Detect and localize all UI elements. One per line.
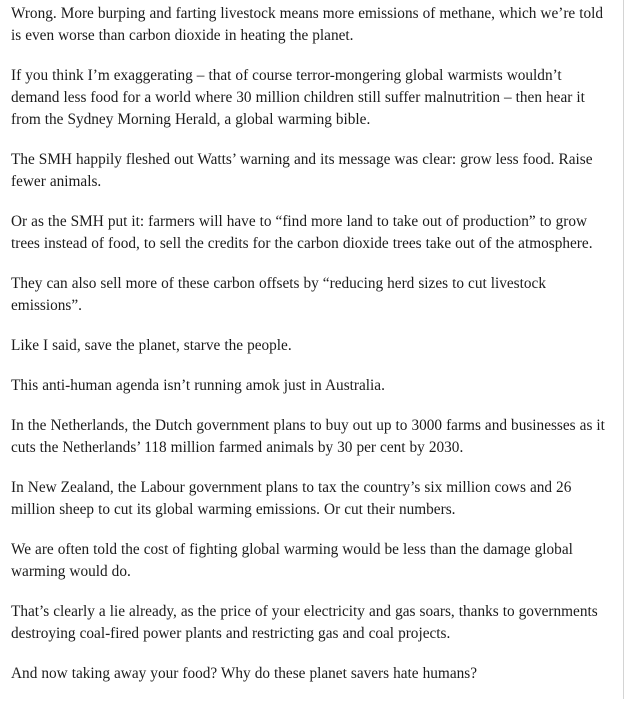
- article-paragraph: The SMH happily fleshed out Watts’ warning and its message was clear: grow less food. Raise fewer animals.: [11, 151, 593, 190]
- article-body: [11, 0, 611, 703]
- article-paragraph: In New Zealand, the Labour government plans to tax the country’s six million cows and 26 million sheep to cut its global warming emissions. Or cut their numbers.: [11, 479, 572, 518]
- article-paragraph: Wrong. More burping and farting livestock means more emissions of methane, which we’re told is even worse than carbon dioxide in heating the planet.: [11, 5, 604, 44]
- article-paragraph: If you think I’m exaggerating – that of course terror-mongering global warmists wouldn’t demand less food for a world where 30 million children still suffer malnutrition – then hear it from the Sydney Morning Herald, a global warming bible.: [11, 67, 585, 128]
- article-paragraph: That’s clearly a lie already, as the price of your electricity and gas soars, thanks to governments destroying coal-fired power plants and restricting gas and coal projects.: [11, 603, 598, 642]
- article-paragraph: This anti-human agenda isn’t running amok just in Australia.: [11, 377, 385, 394]
- article-paragraph: We are often told the cost of fighting global warming would be less than the damage global warming would do.: [11, 541, 573, 580]
- article-paragraph: And now taking away your food? Why do these planet savers hate humans?: [11, 665, 477, 682]
- article-paragraph: In the Netherlands, the Dutch government plans to buy out up to 3000 farms and businesses as it cuts the Netherlands’ 118 million farmed animals by 30 per cent by 2030.: [11, 417, 605, 456]
- article-paragraph: Like I said, save the planet, starve the people.: [11, 337, 292, 354]
- article-paragraph: Or as the SMH put it: farmers will have to “find more land to take out of production” to grow trees instead of food, to sell the credits for the carbon dioxide trees take out of the atmosphere.: [11, 213, 593, 252]
- article-paragraph: They can also sell more of these carbon offsets by “reducing herd sizes to cut livestock emissions”.: [11, 275, 546, 314]
